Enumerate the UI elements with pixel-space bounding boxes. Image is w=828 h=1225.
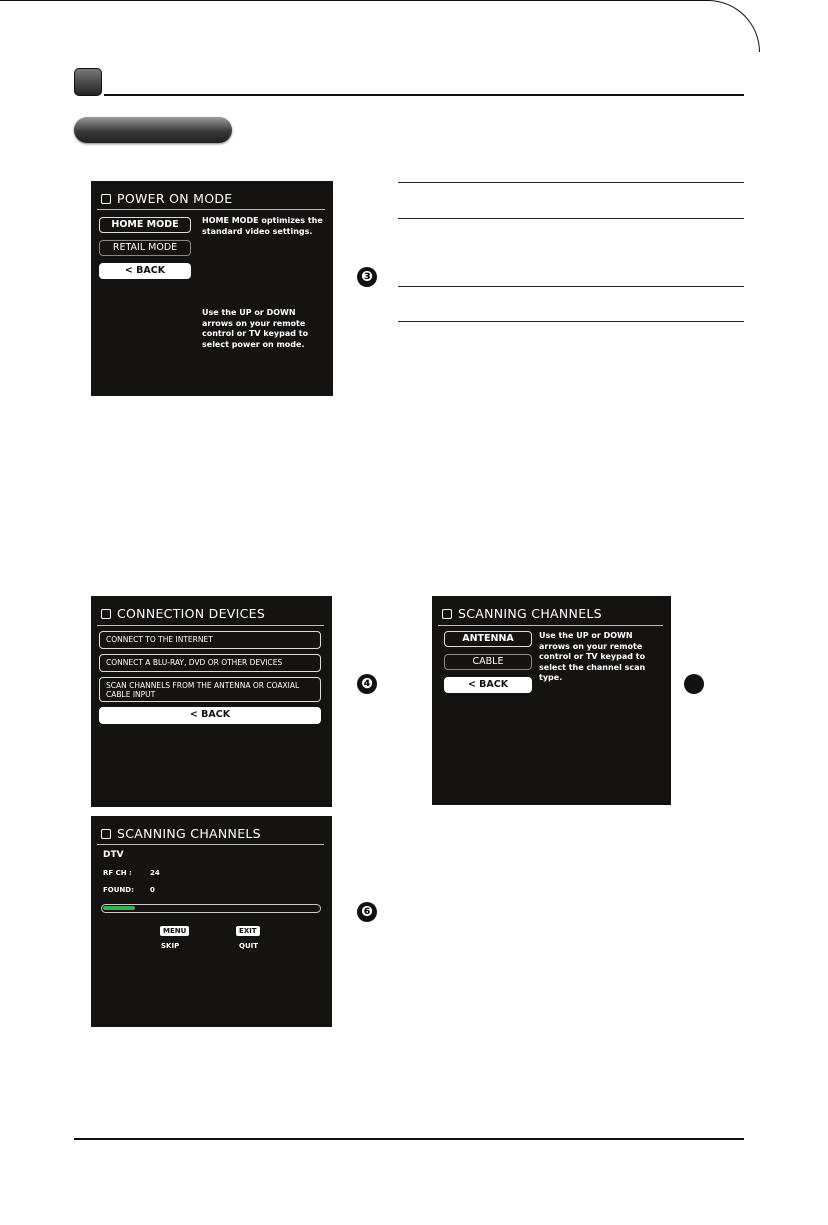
mode-description: HOME MODE optimizes the standard video settings. <box>202 216 323 236</box>
connect-devices-option[interactable]: CONNECT A BLU-RAY, DVD OR OTHER DEVICES <box>99 654 321 672</box>
title-divider <box>438 625 663 626</box>
back-button[interactable]: < BACK <box>444 677 532 693</box>
cable-button[interactable]: CABLE <box>444 654 532 670</box>
skip-label: SKIP <box>161 942 180 950</box>
scan-progress-screen <box>91 816 332 1027</box>
rf-channel-value: 24 <box>150 869 160 877</box>
home-mode-button[interactable]: HOME MODE <box>99 217 191 233</box>
screen-title: SCANNING CHANNELS <box>442 606 602 621</box>
scan-progress-fill <box>103 906 135 910</box>
checkbox-icon <box>101 194 111 204</box>
back-button[interactable]: < BACK <box>99 707 321 724</box>
checkbox-icon <box>101 829 111 839</box>
text-rule-3 <box>398 286 744 287</box>
text-rule-4 <box>398 321 744 322</box>
checkbox-icon <box>101 609 111 619</box>
text-rule-2 <box>398 218 744 219</box>
retail-mode-button[interactable]: RETAIL MODE <box>99 240 191 256</box>
section-tab <box>74 117 232 143</box>
step-5-number <box>684 674 704 694</box>
page-cut-line <box>0 0 760 52</box>
footer-rule <box>74 1138 744 1140</box>
step-4-number: ❹ <box>357 674 377 694</box>
antenna-button[interactable]: ANTENNA <box>444 631 532 647</box>
power-on-mode-screen <box>91 181 333 396</box>
menu-key[interactable]: MENU <box>160 926 189 936</box>
back-button[interactable]: < BACK <box>99 263 191 279</box>
connect-internet-option[interactable]: CONNECT TO THE INTERNET <box>99 631 321 649</box>
found-label: FOUND: <box>103 886 134 894</box>
navigation-hint: Use the UP or DOWN arrows on your remote control or TV keypad to select power on mode. <box>202 308 309 349</box>
exit-key[interactable]: EXIT <box>236 926 260 936</box>
scan-mode: DTV <box>103 850 124 860</box>
connection-devices-screen <box>91 596 332 807</box>
screen-title: SCANNING CHANNELS <box>101 826 261 841</box>
title-divider <box>97 209 325 210</box>
rf-channel-label: RF CH : <box>103 869 132 877</box>
scan-type-screen <box>432 596 671 805</box>
section-marker-icon <box>74 68 102 96</box>
scan-channels-option[interactable]: SCAN CHANNELS FROM THE ANTENNA OR COAXIAL CABLE INPUT <box>99 677 321 702</box>
screen-title: CONNECTION DEVICES <box>101 606 265 621</box>
quit-label: QUIT <box>239 942 259 950</box>
title-divider <box>97 844 324 845</box>
step-6-number: ❻ <box>357 902 377 922</box>
screen-title: POWER ON MODE <box>101 191 233 206</box>
header-rule <box>104 94 744 96</box>
text-rule-1 <box>398 182 744 183</box>
navigation-hint: Use the UP or DOWN arrows on your remote control or TV keypad to select the channel scan type. <box>539 631 646 682</box>
step-3-number: ❸ <box>357 267 377 287</box>
scan-progress-bar <box>101 904 321 913</box>
title-divider <box>97 625 324 626</box>
found-value: 0 <box>150 886 155 894</box>
checkbox-icon <box>442 609 452 619</box>
